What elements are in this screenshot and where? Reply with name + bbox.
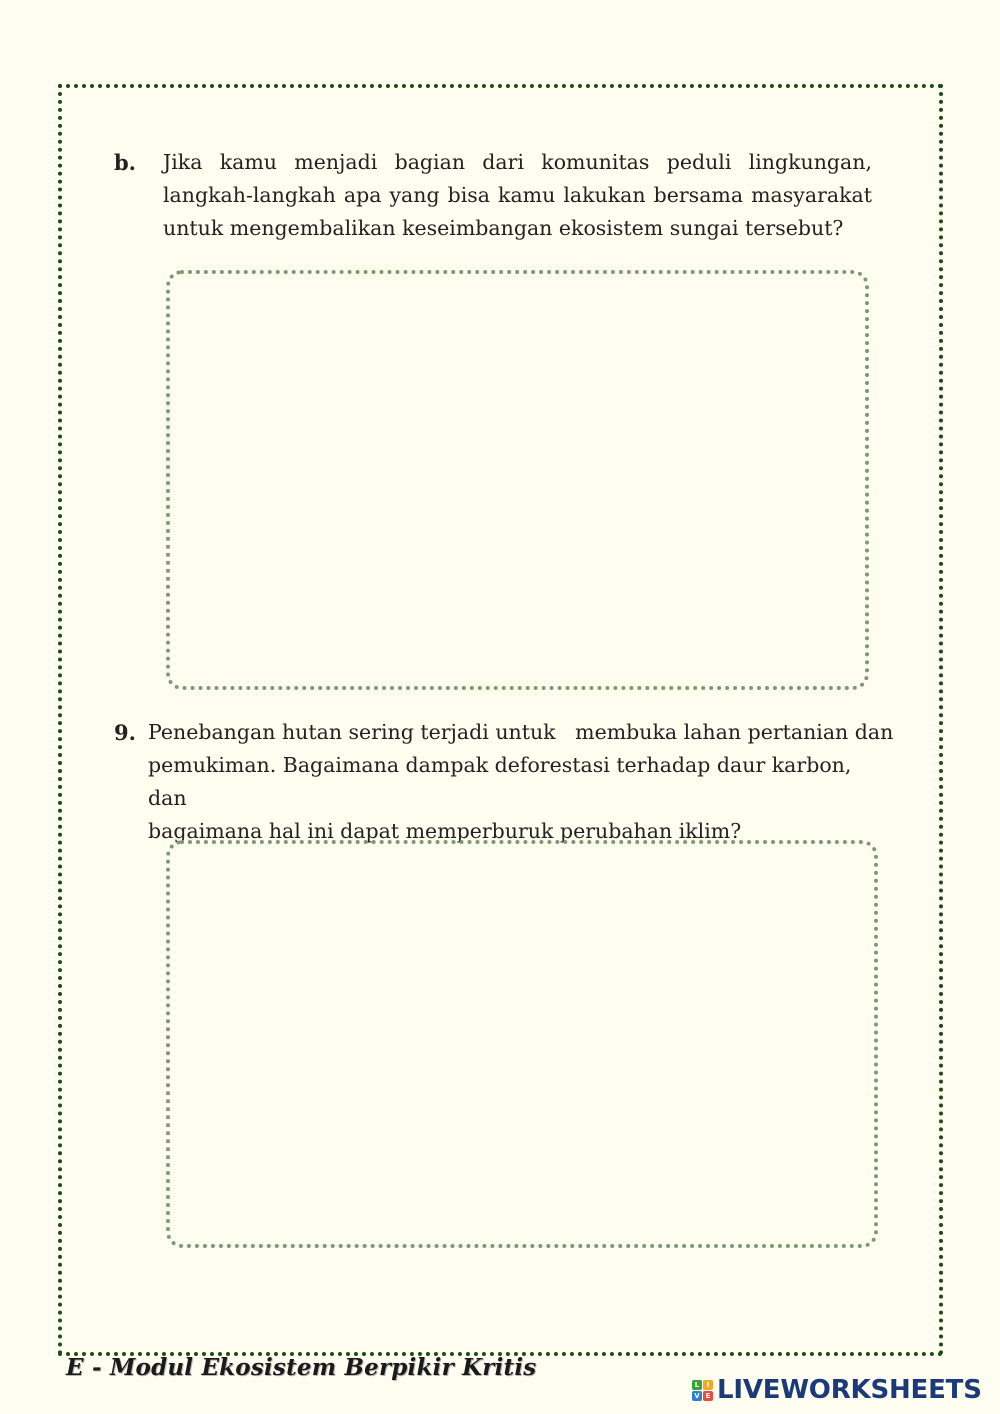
answer-box-9[interactable] <box>166 840 878 1248</box>
question-text: Jika kamu menjadi bagian dari komunitas peduli lingkungan, langkah-langkah apa yang bisa kamu lakukan bersama masyarakat untuk mengembalikan keseimbangan ekosistem sungai tersebut? <box>163 150 872 240</box>
brand-name: LIVEWORKSHEETS <box>717 1375 982 1405</box>
logo-tile: L <box>692 1380 702 1390</box>
question-text-line: pemukiman. Bagaimana dampak deforestasi terhadap daur karbon, dan <box>148 753 852 810</box>
liveworksheets-logo-icon <box>692 1380 713 1401</box>
logo-tile: I <box>703 1380 713 1390</box>
answer-box-b[interactable] <box>166 270 869 690</box>
module-title: E - Modul Ekosistem Berpikir Kritis <box>66 1354 537 1381</box>
liveworksheets-brand <box>692 1374 982 1406</box>
question-text <box>148 716 894 848</box>
question-number: 9. <box>114 720 136 745</box>
question-text-line: bagaimana hal ini dapat memperburuk perubahan iklim? <box>148 819 742 843</box>
question-text-line: Penebangan hutan sering terjadi untuk membuka lahan pertanian dan <box>148 720 894 744</box>
question-number: b. <box>114 150 136 175</box>
logo-tile: V <box>692 1391 702 1401</box>
logo-tile: E <box>703 1391 713 1401</box>
